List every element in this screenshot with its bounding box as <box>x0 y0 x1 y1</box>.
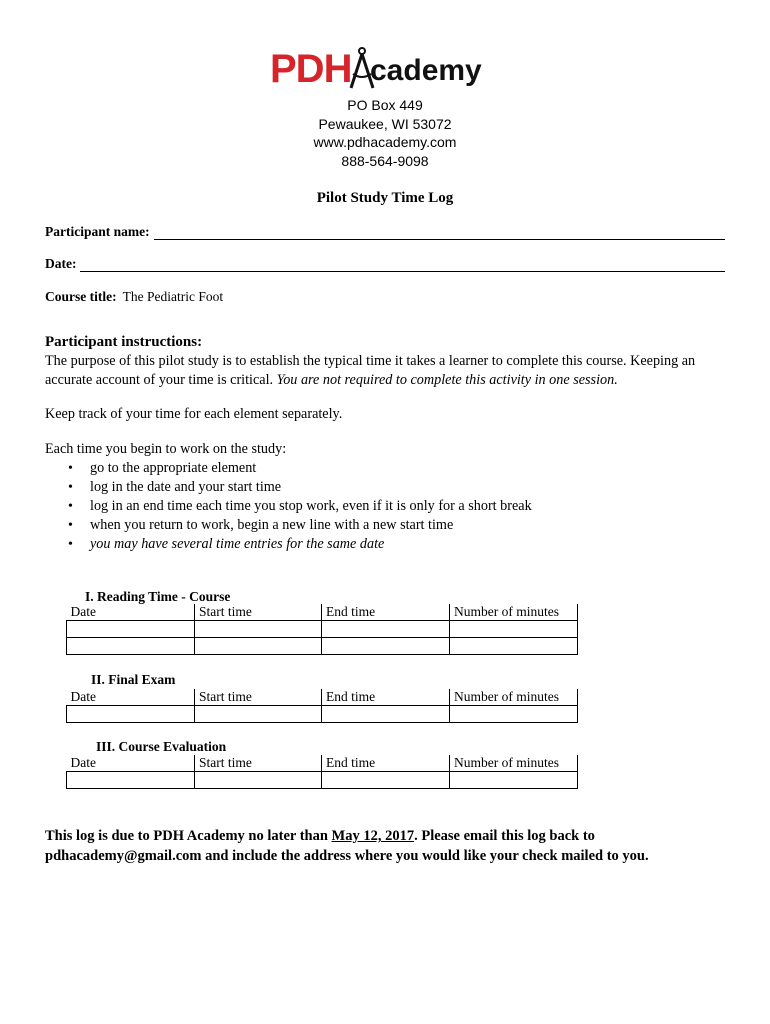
pdh-academy-logo <box>270 44 500 94</box>
list-item: • log in an end time each time you stop work, even if it is only for a short break <box>68 498 532 514</box>
table-cell[interactable] <box>450 706 578 723</box>
table-cell[interactable] <box>67 772 195 789</box>
col-end-time: End time <box>322 689 450 706</box>
due-date-notice <box>45 826 735 866</box>
col-minutes: Number of minutes <box>450 689 578 706</box>
table-row[interactable] <box>67 772 578 789</box>
bullet-icon: • <box>68 480 73 495</box>
col-date: Date <box>67 755 195 772</box>
table-row[interactable] <box>67 706 578 723</box>
col-start-time: Start time <box>195 689 322 706</box>
logo-academy-text: cademy <box>370 54 482 87</box>
instructions-body <box>45 352 735 390</box>
table-cell[interactable] <box>450 621 578 638</box>
section-reading-title: I. Reading Time - Course <box>85 589 231 604</box>
course-title-value: The Pediatric Foot <box>122 289 224 304</box>
col-date: Date <box>67 604 195 621</box>
table-cell[interactable] <box>195 706 322 723</box>
bullet-icon: • <box>68 537 73 552</box>
logo-pdh-text: PDH <box>270 47 352 91</box>
table-header-row <box>67 689 578 706</box>
phone-number: 888-564-9098 <box>341 152 429 169</box>
table-cell[interactable] <box>322 706 450 723</box>
table-cell[interactable] <box>195 621 322 638</box>
table-cell[interactable] <box>195 772 322 789</box>
due-date: May 12, 2017 <box>331 828 415 844</box>
contact-block <box>0 96 770 170</box>
date-field[interactable] <box>45 256 725 272</box>
date-label: Date: <box>45 256 77 271</box>
course-title-label: Course title: <box>45 289 117 304</box>
table-header-row <box>67 604 578 621</box>
table-cell[interactable] <box>67 706 195 723</box>
po-box: PO Box 449 <box>347 97 423 113</box>
reading-time-table <box>66 604 578 655</box>
course-title-row <box>45 289 223 305</box>
table-cell[interactable] <box>450 638 578 655</box>
bullet-icon: • <box>68 461 73 476</box>
list-item: • you may have several time entries for the same date <box>68 536 385 552</box>
table-header-row <box>67 755 578 772</box>
city-state-zip: Pewaukee, WI 53072 <box>318 115 452 132</box>
each-time-text: Each time you begin to work on the study: <box>45 441 287 457</box>
course-evaluation-table <box>66 755 578 789</box>
participant-name-line[interactable] <box>154 227 725 240</box>
col-start-time: Start time <box>195 604 322 621</box>
instructions-note: You are not required to complete this activity in one session. <box>276 372 618 388</box>
website-link[interactable]: www.pdhacademy.com <box>313 134 457 150</box>
keep-track-text: Keep track of your time for each element separately. <box>45 406 343 422</box>
table-cell[interactable] <box>450 772 578 789</box>
bullet-icon: • <box>68 518 73 533</box>
form-title: Pilot Study Time Log <box>316 190 454 206</box>
table-cell[interactable] <box>67 638 195 655</box>
col-end-time: End time <box>322 755 450 772</box>
instructions-heading: Participant instructions: <box>45 334 203 350</box>
col-minutes: Number of minutes <box>450 604 578 621</box>
section-final-exam-title: II. Final Exam <box>91 672 176 687</box>
table-cell[interactable] <box>67 621 195 638</box>
participant-name-field[interactable] <box>45 224 725 240</box>
bullet-icon: • <box>68 499 73 514</box>
col-end-time: End time <box>322 604 450 621</box>
due-prefix: This log is due to PDH Academy no later than <box>45 828 332 844</box>
date-line[interactable] <box>80 259 725 272</box>
list-item: • when you return to work, begin a new line with a new start time <box>68 517 454 533</box>
col-date: Date <box>67 689 195 706</box>
table-row[interactable] <box>67 621 578 638</box>
due-suffix: . Please email this log back to pdhacademy@gmail.com and include the address where you would like your check mailed to you. <box>45 828 649 864</box>
col-minutes: Number of minutes <box>450 755 578 772</box>
table-cell[interactable] <box>195 638 322 655</box>
table-cell[interactable] <box>322 621 450 638</box>
instructions-text: The purpose of this pilot study is to establish the typical time it takes a learner to complete this course. Keeping an accurate account of your time is critical. <box>45 353 696 388</box>
final-exam-table <box>66 689 578 723</box>
instruction-list <box>45 459 532 554</box>
col-start-time: Start time <box>195 755 322 772</box>
list-item: • go to the appropriate element <box>68 460 257 476</box>
list-item: • log in the date and your start time <box>68 479 282 495</box>
section-course-eval-title: III. Course Evaluation <box>96 739 227 754</box>
table-row[interactable] <box>67 638 578 655</box>
table-cell[interactable] <box>322 638 450 655</box>
participant-name-label: Participant name: <box>45 224 150 239</box>
table-cell[interactable] <box>322 772 450 789</box>
